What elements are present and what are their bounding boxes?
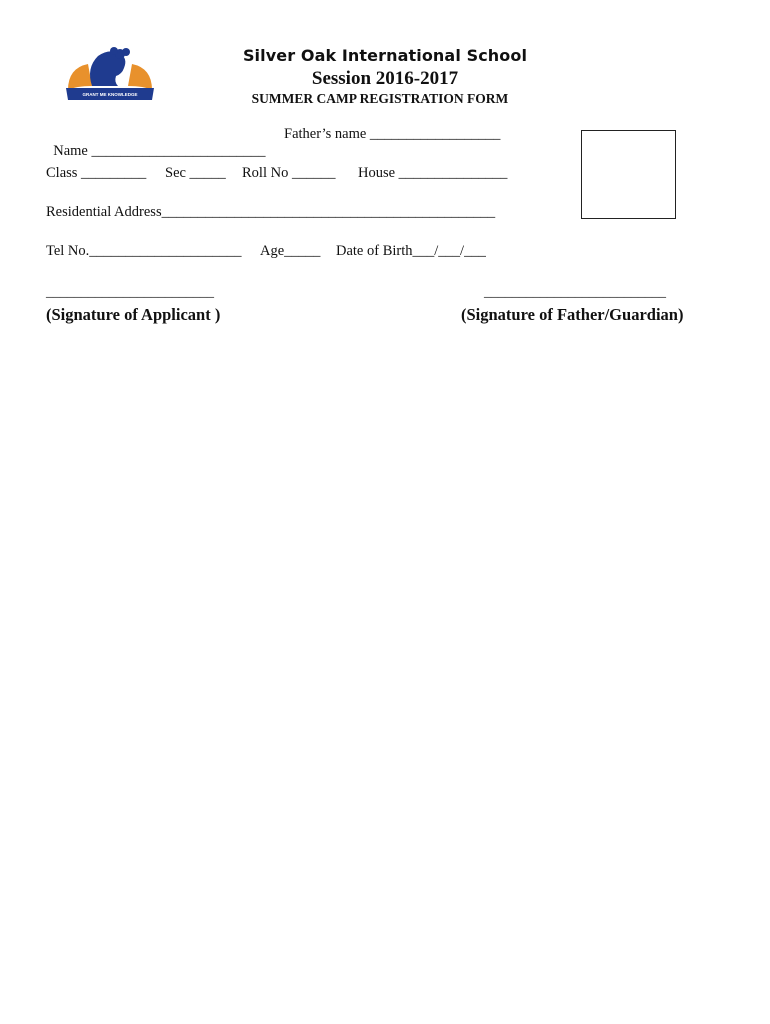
class-field[interactable]: Class _________ [46, 165, 147, 181]
logo-book-right [128, 64, 152, 90]
form-title: SUMMER CAMP REGISTRATION FORM [251, 91, 509, 106]
date-of-birth-field[interactable]: Date of Birth___/___/___ [336, 243, 486, 259]
applicant-signature-label: (Signature of Applicant ) [46, 305, 221, 324]
name-field[interactable]: Name ________________________ [53, 143, 266, 159]
guardian-signature-line[interactable]: __________________________ [484, 285, 666, 300]
tel-no-field[interactable]: Tel No._____________________ [46, 243, 242, 259]
row-class [46, 165, 526, 185]
logo-motto: GRANT ME KNOWLEDGE [82, 92, 138, 97]
session-title: Session 2016-2017 [311, 68, 459, 89]
logo-book-left [68, 64, 92, 90]
fathers-name-field[interactable]: Father’s name __________________ [284, 126, 501, 142]
residential-address-field[interactable]: Residential Address______________________________________________ [46, 204, 496, 220]
school-logo [62, 46, 158, 102]
row-tel [46, 243, 526, 263]
age-field[interactable]: Age_____ [260, 243, 321, 259]
roll-no-field[interactable]: Roll No ______ [242, 165, 336, 181]
sec-field[interactable]: Sec _____ [165, 165, 226, 181]
guardian-signature-label: (Signature of Father/Guardian) [461, 305, 684, 324]
school-name: Silver Oak International School [242, 46, 528, 65]
applicant-signature-line[interactable]: ________________________ [46, 285, 214, 300]
photo-box [581, 130, 676, 219]
house-field[interactable]: House _______________ [358, 165, 508, 181]
